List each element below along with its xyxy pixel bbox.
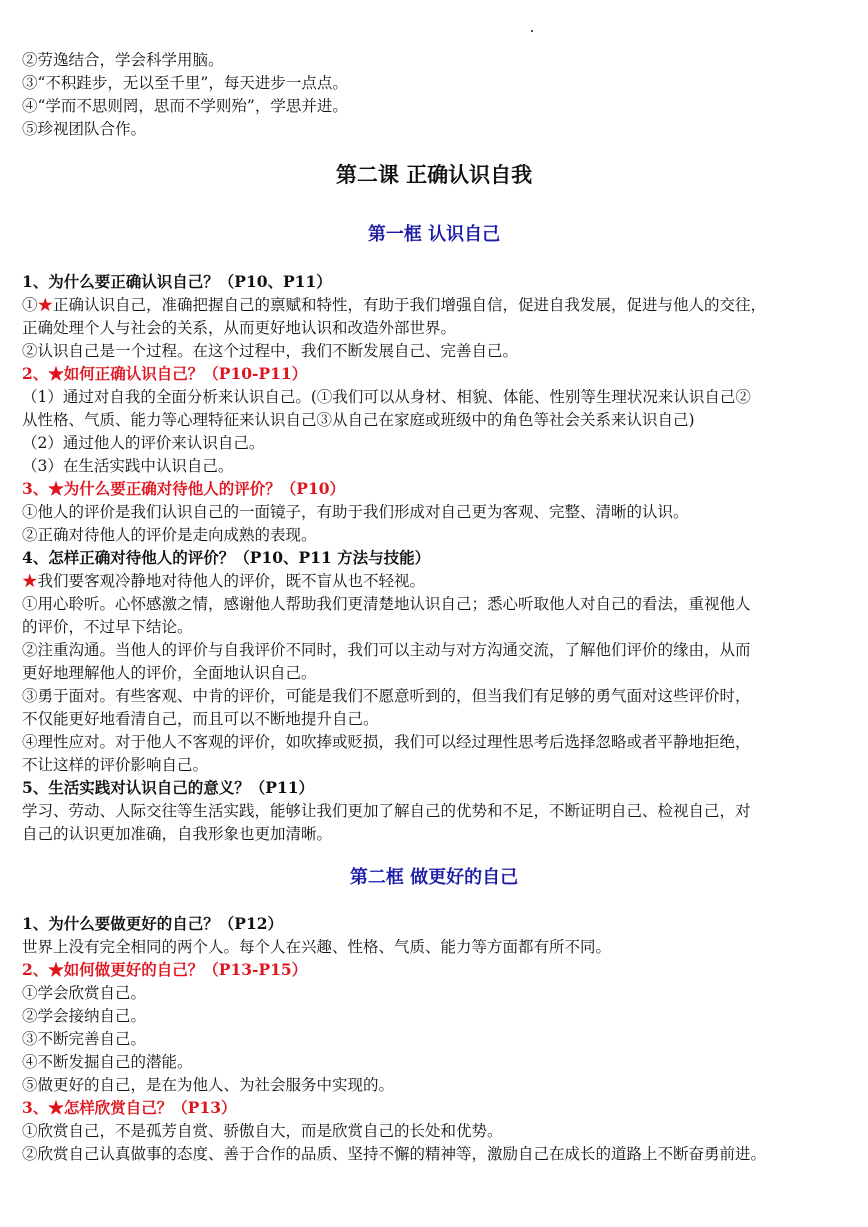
key-question-heading: 2、★如何做更好的自己？（P13-P15） bbox=[22, 960, 308, 979]
answer-line: ②正确对待他人的评价是走向成熟的表现。 bbox=[22, 526, 317, 544]
answer-line: 不让这样的评价影响自己。 bbox=[22, 756, 209, 774]
answer-text: 正确认识自己，准确把握自己的禀赋和特性，有助于我们增强自信，促进自我发展，促进与他人的交往， bbox=[53, 296, 767, 314]
list-item: ③不断完善自己。 bbox=[22, 1030, 147, 1048]
question-heading: 1、为什么要正确认识自己？（P10、P11） bbox=[22, 272, 332, 291]
answer-line: ①他人的评价是我们认识自己的一面镜子，有助于我们形成对自己更为客观、完整、清晰的认识。 bbox=[22, 503, 689, 521]
question-heading: 1、为什么要做更好的自己？（P12） bbox=[22, 914, 284, 933]
question-heading: 5、生活实践对认识自己的意义？（P11） bbox=[22, 778, 315, 797]
star-icon: ★ bbox=[22, 572, 38, 590]
lesson-title: 第二课 正确认识自我 bbox=[335, 163, 533, 187]
answer-line: 自己的认识更加准确，自我形象也更加清晰。 bbox=[22, 825, 333, 843]
answer-line: 世界上没有完全相同的两个人。每个人在兴趣、性格、气质、能力等方面都有所不同。 bbox=[22, 938, 612, 956]
list-item: ②学会接纳自己。 bbox=[22, 1007, 147, 1025]
answer-prefix: ① bbox=[22, 296, 38, 314]
answer-line: 不仅能更好地看清自己，而且可以不断地提升自己。 bbox=[22, 710, 379, 728]
list-item: ③“不积跬步，无以至千里”，每天进步一点点。 bbox=[22, 74, 348, 92]
answer-line bbox=[22, 570, 850, 592]
answer-line: （3）在生活实践中认识自己。 bbox=[22, 457, 234, 475]
answer-line: 学习、劳动、人际交往等生活实践，能够让我们更加了解自己的优势和不足，不断证明自己、检视自己，对 bbox=[22, 802, 751, 820]
answer-line: ①欣赏自己，不是孤芳自赏、骄傲自大，而是欣赏自己的长处和优势。 bbox=[22, 1122, 503, 1140]
key-question-heading: 2、★如何正确认识自己？（P10-P11） bbox=[22, 364, 308, 383]
answer-line: 的评价，不过早下结论。 bbox=[22, 618, 193, 636]
answer-line: ②认识自己是一个过程。在这个过程中，我们不断发展自己、完善自己。 bbox=[22, 342, 519, 360]
answer-line: 更好地理解他人的评价，全面地认识自己。 bbox=[22, 664, 317, 682]
key-question-heading: 3、★为什么要正确对待他人的评价？（P10） bbox=[22, 479, 346, 498]
answer-line: ③勇于面对。有些客观、中肯的评价，可能是我们不愿意听到的，但当我们有足够的勇气面对这些评价时， bbox=[22, 687, 751, 705]
answer-text: 我们要客观冷静地对待他人的评价，既不盲从也不轻视。 bbox=[37, 572, 426, 590]
list-item: ④不断发掘自己的潜能。 bbox=[22, 1053, 193, 1071]
question-heading: 4、怎样正确对待他人的评价？（P10、P11 方法与技能） bbox=[22, 548, 431, 567]
answer-line: 正确处理个人与社会的关系，从而更好地认识和改造外部世界。 bbox=[22, 319, 457, 337]
answer-line bbox=[22, 294, 850, 316]
stray-mark bbox=[531, 30, 533, 32]
answer-line: ①用心聆听。心怀感激之情，感谢他人帮助我们更清楚地认识自己；悉心听取他人对自己的看法，重视他人 bbox=[22, 595, 751, 613]
section-title: 第一框 认识自己 bbox=[367, 224, 501, 245]
key-question-heading: 3、★怎样欣赏自己？（P13） bbox=[22, 1098, 237, 1117]
list-item: ②劳逸结合，学会科学用脑。 bbox=[22, 51, 224, 69]
answer-line: ②欣赏自己认真做事的态度、善于合作的品质、坚持不懈的精神等，激励自己在成长的道路上不断奋勇前进。 bbox=[22, 1145, 767, 1163]
list-item: ⑤珍视团队合作。 bbox=[22, 120, 147, 138]
answer-line: （2）通过他人的评价来认识自己。 bbox=[22, 434, 265, 452]
list-item: ①学会欣赏自己。 bbox=[22, 984, 147, 1002]
answer-line: ②注重沟通。当他人的评价与自我评价不同时，我们可以主动与对方沟通交流，了解他们评价的缘由，从而 bbox=[22, 641, 751, 659]
section-title: 第二框 做更好的自己 bbox=[349, 867, 519, 888]
answer-line: 从性格、气质、能力等心理特征来认识自己③从自己在家庭或班级中的角色等社会关系来认识自己) bbox=[22, 411, 695, 429]
answer-line: ④理性应对。对于他人不客观的评价，如吹捧或贬损，我们可以经过理性思考后选择忽略或者平静地拒绝， bbox=[22, 733, 751, 751]
list-item: ⑤做更好的自己，是在为他人、为社会服务中实现的。 bbox=[22, 1076, 395, 1094]
list-item: ④“学而不思则罔，思而不学则殆”，学思并进。 bbox=[22, 97, 348, 115]
star-icon: ★ bbox=[37, 296, 54, 314]
answer-line: （1）通过对自我的全面分析来认识自己。(①我们可以从身材、相貌、体能、性别等生理状况来认识自己② bbox=[22, 388, 751, 406]
